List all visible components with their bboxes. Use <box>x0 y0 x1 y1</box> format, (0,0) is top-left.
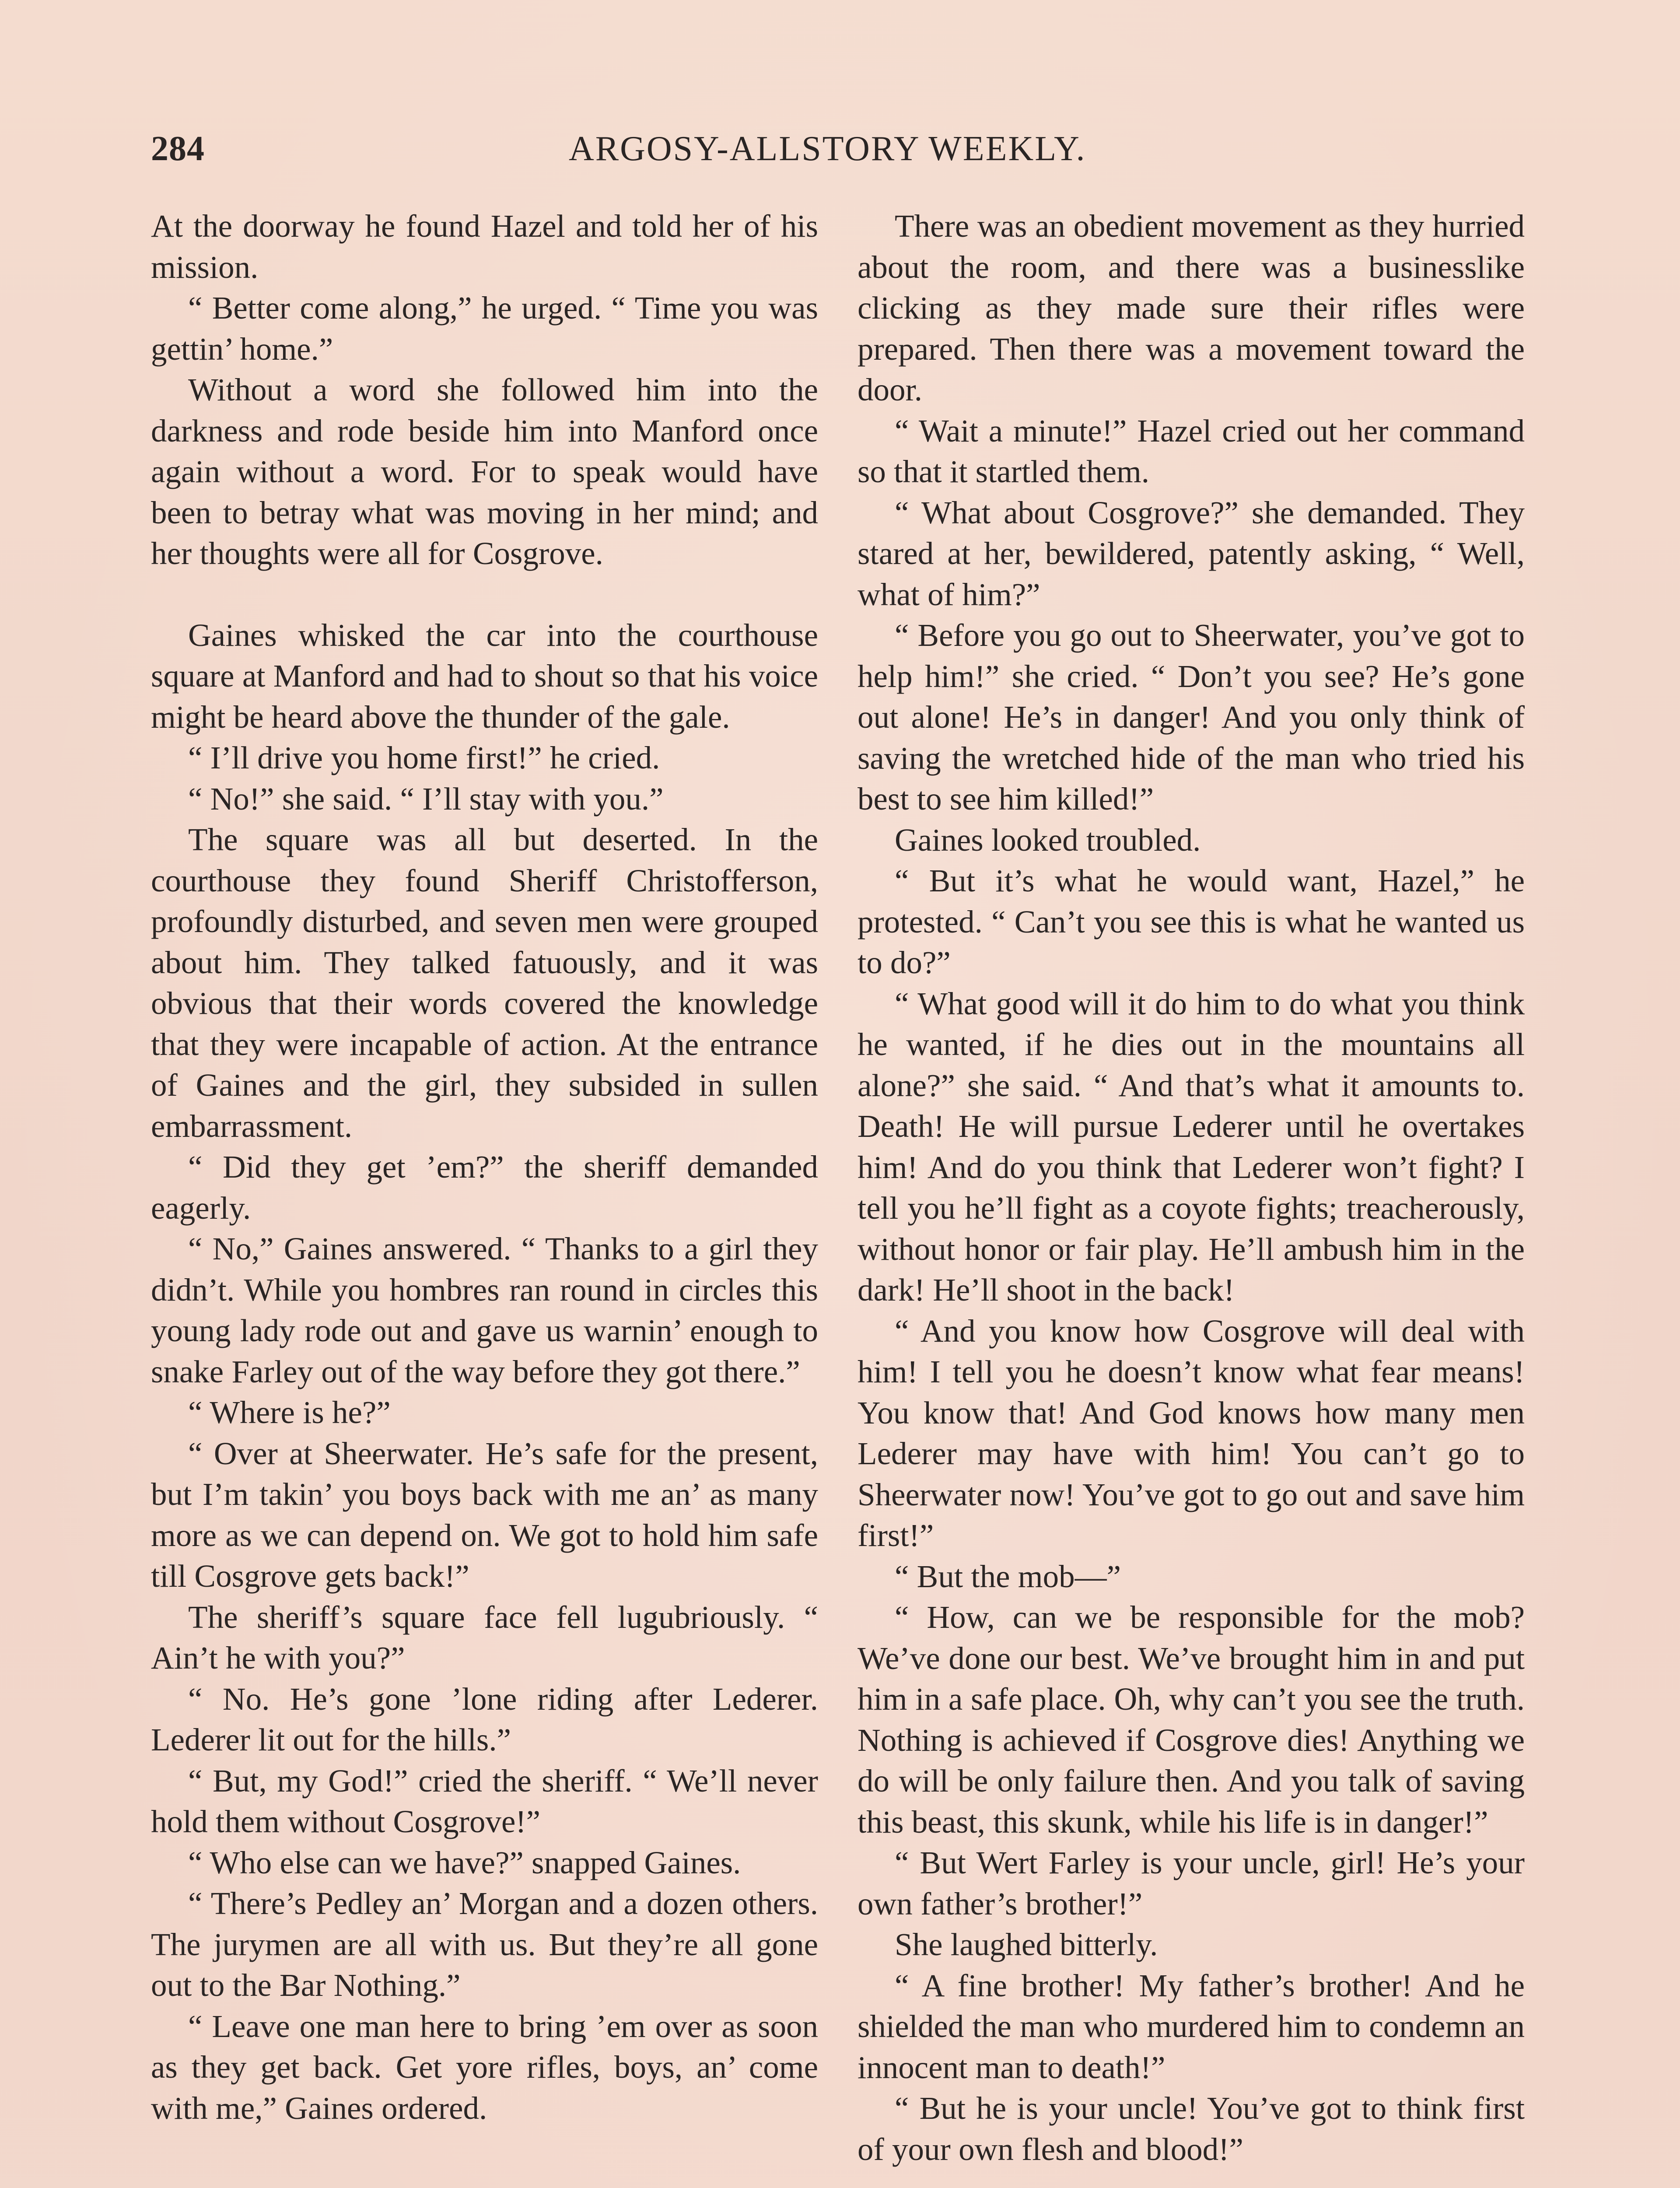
paragraph: “ What good will it do him to do what you think he wanted, if he dies out in the mountains all alone?” she said. “ And that’s what it amounts to. Death! He will pursue Lederer until he overtakes him! And do you think that Lederer won’t fight? I tell you he’ll fight as a coyote fights; treacherously, without honor or fair play. He’ll ambush him in the dark! He’ll shoot in the back! <box>858 985 1525 1308</box>
paragraph: “ Where is he?” <box>188 1395 391 1430</box>
page-header <box>151 129 1533 177</box>
paragraph: “ Before you go out to Sheerwater, you’ve got to help him!” she cried. “ Don’t you see? He’s gone out alone! He’s in danger! And you only think of saving the wretched hide of the man who tried his best to see him killed!” <box>858 617 1525 817</box>
paragraph: There was an obedient movement as they hurried about the room, and there was a businesslike clicking as they made sure their rifles were prepared. Then there was a movement toward the door. <box>858 208 1525 407</box>
paragraph: “ What about Cosgrove?” she demanded. They stared at her, bewildered, patently asking, “ Well, what of him?” <box>858 494 1525 612</box>
paragraph: “ I’ll drive you home first!” he cried. <box>188 740 660 775</box>
paragraph: “ No!” she said. “ I’ll stay with you.” <box>188 781 664 817</box>
paragraph: “ And you know how Cosgrove will deal with him! I tell you he doesn’t know what fear means! You know that! And God knows how many men Lederer may have with him! You can’t go to Sheerwater now! You’ve got to go out and save him first!” <box>858 1313 1525 1553</box>
paragraph: “ But he is your uncle! You’ve got to think first of your own flesh and blood!” <box>858 2090 1525 2167</box>
paragraph: The sheriff’s square face fell lugubriously. “ Ain’t he with you?” <box>151 1599 818 1676</box>
paragraph: “ Better come along,” he urged. “ Time you was gettin’ home.” <box>151 290 818 367</box>
paragraph: “ Over at Sheerwater. He’s safe for the present, but I’m takin’ you boys back with me an’ as many more as we can depend on. We got to hold him safe till Cosgrove gets back!” <box>151 1435 818 1594</box>
paragraph: “ Leave one man here to bring ’em over as soon as they get back. Get yore rifles, boys, an’ come with me,” Gaines ordered. <box>151 2008 818 2126</box>
paragraph: Gaines whisked the car into the courthouse square at Manford and had to shout so that his voice might be heard above the thunder of the gale. <box>151 617 818 735</box>
paragraph: Without a word she followed him into the darkness and rode beside him into Manford once again without a word. For to speak would have been to betray what was moving in her mind; and her thoughts were all for Cosgrove. <box>151 372 818 571</box>
paragraph: “ But the mob—” <box>895 1558 1121 1594</box>
paragraph: “ Wait a minute!” Hazel cried out her command so that it startled them. <box>858 413 1525 489</box>
paragraph: “ But Wert Farley is your uncle, girl! He’s your own father’s brother!” <box>858 1845 1525 1922</box>
paragraph: The square was all but deserted. In the courthouse they found Sheriff Christofferson, profoundly disturbed, and seven men were grouped about him. They talked fatuously, and it was obvious that their words covered the knowledge that they were incapable of action. At the entrance of Gaines and the girl, they subsided in sullen embarrassment. <box>151 822 818 1144</box>
paragraph: “ No. He’s gone ’lone riding after Lederer. Lederer lit out for the hills.” <box>151 1681 818 1757</box>
left-text-column <box>151 206 818 2128</box>
paragraph: “ Who else can we have?” snapped Gaines. <box>188 1844 741 1880</box>
right-text-column <box>858 206 1525 2170</box>
page-number: 284 <box>151 130 205 168</box>
paragraph: “ Did they get ’em?” the sheriff demanded eagerly. <box>151 1149 818 1226</box>
paragraph: “ But, my God!” cried the sheriff. “ We’ll never hold them without Cosgrove!” <box>151 1763 818 1839</box>
running-title: ARGOSY-ALLSTORY WEEKLY. <box>569 130 1086 168</box>
paragraph: She laughed bitterly. <box>895 1927 1158 1962</box>
paragraph: “ No,” Gaines answered. “ Thanks to a girl they didn’t. While you hombres ran round in circles this young lady rode out and gave us warnin’ enough to snake Farley out of the way before they got there.” <box>151 1231 818 1389</box>
paragraph: At the doorway he found Hazel and told her of his mission. <box>151 208 818 285</box>
paragraph: “ But it’s what he would want, Hazel,” he protested. “ Can’t you see this is what he wanted us to do?” <box>858 863 1525 980</box>
paragraph: “ A fine brother! My father’s brother! And he shielded the man who murdered him to condemn an innocent man to death!” <box>858 1967 1525 2085</box>
paragraph: “ There’s Pedley an’ Morgan and a dozen others. The jurymen are all with us. But they’re all gone out to the Bar Nothing.” <box>151 1886 818 2003</box>
paragraph: Gaines looked troubled. <box>895 822 1201 858</box>
paragraph: “ How, can we be responsible for the mob? We’ve done our best. We’ve brought him in and put him in a safe place. Oh, why can’t you see the truth. Nothing is achieved if Cosgrove dies! Anything we do will be only failure then. And you talk of saving this beast, this skunk, while his life is in danger!” <box>858 1599 1525 1840</box>
